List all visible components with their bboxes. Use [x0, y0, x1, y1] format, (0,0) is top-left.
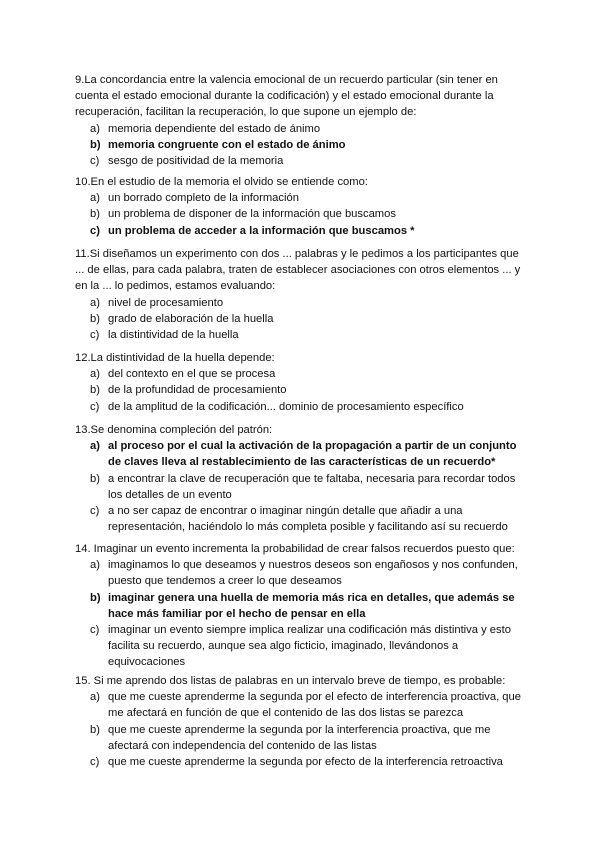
- option-label: b): [90, 472, 100, 485]
- option-label: a): [90, 192, 100, 205]
- option-label: b): [90, 208, 100, 221]
- option-text: imaginar un evento siempre implica realizar una codificación más distintiva y esto facilita su recuerdo, aunque sea algo ficticio, imaginado, llevándonos a equivocaciones: [108, 624, 511, 669]
- option-b: [75, 206, 530, 222]
- question-stem: 13.Se denomina compleción del patrón:: [75, 424, 273, 436]
- option-text: un problema de acceder a la información que buscamos *: [108, 224, 415, 237]
- option-c: [75, 153, 530, 169]
- option-label: a): [90, 122, 100, 135]
- question-12: [75, 350, 530, 415]
- option-label: b): [90, 723, 100, 736]
- option-list: [75, 557, 530, 670]
- option-list: [75, 689, 530, 770]
- option-a: [75, 121, 530, 137]
- option-label: c): [90, 155, 100, 168]
- option-text: al proceso por el cual la activación de la propagación a partir de un conjunto de claves lleva al restablecimiento de las características de un recuerdo*: [108, 440, 517, 469]
- option-list: [75, 366, 530, 415]
- option-list: [75, 121, 530, 170]
- option-text: que me cueste aprenderme la segunda por efecto de la interferencia retroactiva: [108, 756, 503, 769]
- question-stem: 12.La distintividad de la huella depende:: [75, 352, 275, 364]
- question-9: [75, 72, 530, 169]
- option-a: [75, 190, 530, 206]
- question-10: [75, 174, 530, 239]
- option-text: del contexto en el que se procesa: [108, 368, 276, 381]
- option-label: b): [90, 138, 101, 151]
- option-text: a no ser capaz de encontrar o imaginar ningún detalle que añadir a una representación, haciéndolo lo más completa posible y facilitando así su recuerdo: [108, 505, 508, 534]
- question-13: [75, 422, 530, 535]
- option-a: [75, 295, 530, 311]
- option-label: b): [90, 312, 100, 325]
- option-text: que me cueste aprenderme la segunda por el efecto de interferencia proactiva, que me afectará en función de que el contenido de las dos listas se parezca: [108, 691, 521, 720]
- option-label: a): [90, 691, 100, 704]
- question-15: [75, 673, 530, 770]
- option-b: [75, 137, 530, 153]
- option-label: c): [90, 400, 100, 413]
- question-stem: 11.Si diseñamos un experimento con dos ... palabras y le pedimos a los participantes que ... de ellas, para cada palabra, traten de establecer asociaciones con otros elementos ... y en la ... lo pedimos, estamos evaluando:: [75, 248, 521, 293]
- option-list: [75, 438, 530, 535]
- option-label: c): [90, 505, 100, 518]
- option-text: un problema de disponer de la información que buscamos: [108, 208, 396, 221]
- option-text: la distintividad de la huella: [108, 329, 239, 342]
- option-label: a): [90, 440, 100, 453]
- question-stem: 10.En el estudio de la memoria el olvido se entiende como:: [75, 176, 368, 188]
- option-text: un borrado completo de la información: [108, 192, 299, 205]
- option-text: memoria congruente con el estado de ánimo: [108, 138, 346, 151]
- option-b: [75, 382, 530, 398]
- option-label: a): [90, 296, 100, 309]
- option-label: c): [90, 756, 100, 769]
- option-text: memoria dependiente del estado de ánimo: [108, 122, 321, 135]
- option-list: [75, 295, 530, 344]
- option-c: [75, 327, 530, 343]
- question-14: [75, 541, 530, 671]
- option-label: b): [90, 591, 101, 604]
- option-text: sesgo de positividad de la memoria: [108, 155, 284, 168]
- option-b: [75, 590, 530, 622]
- option-b: [75, 311, 530, 327]
- option-text: nivel de procesamiento: [108, 296, 224, 309]
- option-a: [75, 689, 530, 721]
- option-label: c): [90, 624, 100, 637]
- option-text: imaginamos lo que deseamos y nuestros deseos son engañosos y nos confunden, puesto que tendemos a creer lo que deseamos: [108, 559, 518, 588]
- option-a: [75, 557, 530, 589]
- question-stem: 14. Imaginar un evento incrementa la probabilidad de crear falsos recuerdos puesto que:: [75, 543, 515, 555]
- option-label: b): [90, 384, 100, 397]
- option-a: [75, 366, 530, 382]
- option-c: [75, 223, 530, 239]
- option-b: [75, 471, 530, 503]
- option-label: c): [90, 329, 100, 342]
- option-text: a encontrar la clave de recuperación que te faltaba, necesaria para recordar todos los detalles de un evento: [108, 472, 516, 501]
- option-c: [75, 399, 530, 415]
- option-text: de la amplitud de la codificación... dominio de procesamiento específico: [108, 400, 464, 413]
- option-c: [75, 754, 530, 770]
- option-list: [75, 190, 530, 239]
- question-stem: 9.La concordancia entre la valencia emocional de un recuerdo particular (sin tener en cuenta el estado emocional durante la codificación) y el estado emocional durante la recuperación, facilitan la recuperación, lo que supone un ejemplo de:: [75, 74, 498, 119]
- question-11: [75, 246, 530, 343]
- option-c: [75, 622, 530, 671]
- option-text: que me cueste aprenderme la segunda por la interferencia proactiva, que me afectará con independencia del contenido de las listas: [108, 723, 491, 752]
- question-stem: 15. Si me aprendo dos listas de palabras en un intervalo breve de tiempo, es probable:: [75, 675, 506, 687]
- option-label: a): [90, 368, 100, 381]
- option-label: a): [90, 559, 100, 572]
- option-label: c): [90, 224, 100, 237]
- option-text: grado de elaboración de la huella: [108, 312, 274, 325]
- option-text: de la profundidad de procesamiento: [108, 384, 287, 397]
- option-text: imaginar genera una huella de memoria más rica en detalles, que además se hace más familiar por el hecho de pensar en ella: [108, 591, 515, 620]
- option-c: [75, 503, 530, 535]
- option-a: [75, 438, 530, 470]
- option-b: [75, 722, 530, 754]
